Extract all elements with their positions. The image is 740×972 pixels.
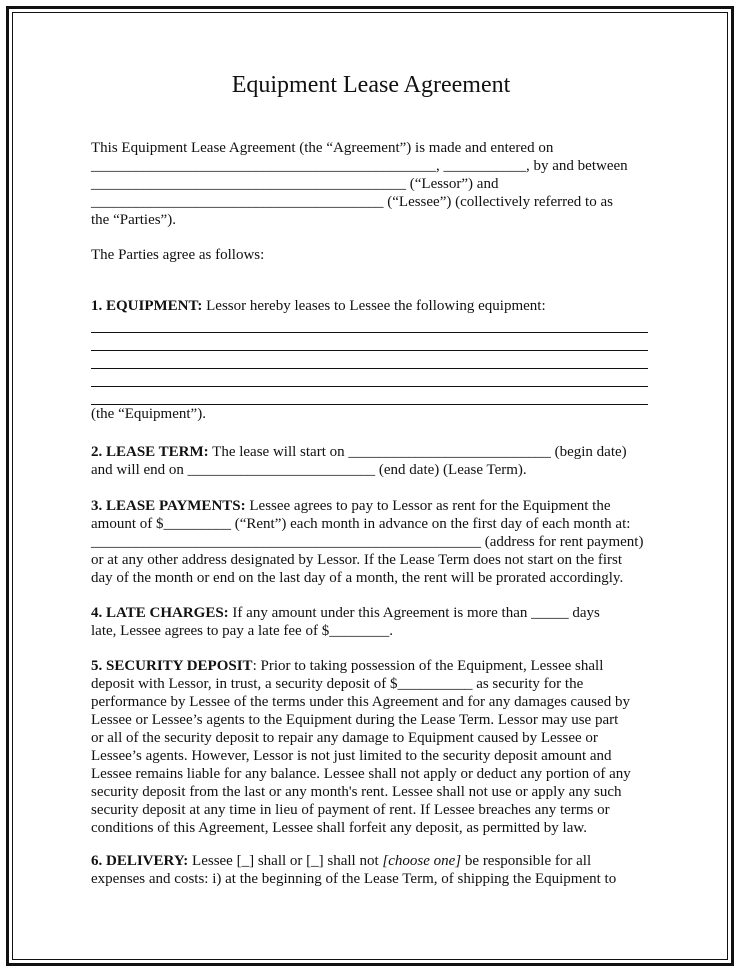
delivery-text: be responsible for all: [461, 853, 592, 869]
intro-line: ______________________________________________, ___________, by and between: [91, 158, 628, 174]
late-line: late, Lessee agrees to pay a late fee of $________.: [91, 623, 393, 639]
intro-line: the “Parties”).: [91, 212, 176, 228]
agree-line: The Parties agree as follows:: [91, 247, 265, 263]
deposit-line: [91, 657, 651, 675]
deposit-line: or all of the security deposit to repair any damage to Equipment caused by Lessee or: [91, 730, 598, 746]
late-line: [91, 604, 651, 622]
section-lease-payments: [91, 497, 651, 587]
lease-term-line: and will end on _________________________ (end date) (Lease Term).: [91, 462, 527, 478]
section-delivery: [91, 852, 651, 888]
equipment-line: [91, 297, 651, 315]
intro-line: This Equipment Lease Agreement (the “Agreement”) is made and entered on: [91, 140, 554, 156]
deposit-line: Lessee remains liable for any balance. Lessee shall not apply or deduct any portion of any: [91, 766, 631, 782]
lease-term-text: The lease will start on ___________________________ (begin date): [208, 444, 627, 460]
late-heading: 4. LATE CHARGES:: [91, 605, 229, 621]
agree-paragraph: [91, 246, 651, 264]
deposit-line: Lessee or Lessee’s agents to the Equipment during the Lease Term. Lessor may use part: [91, 712, 619, 728]
delivery-line: expenses and costs: i) at the beginning of the Lease Term, of shipping the Equipment to: [91, 871, 617, 887]
blank-line: [91, 333, 648, 351]
document-title: Equipment Lease Agreement: [231, 72, 511, 98]
section-lease-term: [91, 443, 651, 479]
blank-line: [91, 315, 648, 333]
delivery-text: Lessee [_] shall or [_] shall not: [188, 853, 383, 869]
payments-text: Lessee agrees to pay to Lessor as rent for the Equipment the: [245, 498, 611, 514]
deposit-line: security deposit from the last or any month's rent. Lessee shall not use or apply any such: [91, 784, 622, 800]
equipment-text: Lessor hereby leases to Lessee the following equipment:: [202, 298, 546, 314]
delivery-heading: 6. DELIVERY:: [91, 853, 189, 869]
delivery-line: [91, 852, 651, 870]
deposit-line: deposit with Lessor, in trust, a security deposit of $__________ as security for the: [91, 676, 584, 692]
section-security-deposit: [91, 657, 651, 837]
section-equipment: [91, 297, 651, 423]
delivery-choice: [choose one]: [382, 853, 462, 869]
late-text: If any amount under this Agreement is more than _____ days: [228, 605, 600, 621]
payments-line: [91, 497, 651, 515]
intro-paragraph: [91, 139, 651, 229]
equipment-heading: 1. EQUIPMENT:: [91, 298, 203, 314]
intro-line: _______________________________________ (“Lessee”) (collectively referred to as: [91, 194, 613, 210]
payments-line: day of the month or end on the last day of a month, the rent will be prorated accordingly.: [91, 570, 624, 586]
payments-heading: 3. LEASE PAYMENTS:: [91, 498, 246, 514]
deposit-text: : Prior to taking possession of the Equipment, Lessee shall: [252, 658, 604, 674]
deposit-line: security deposit at any time in lieu of payment of rent. If Lessee breaches any terms or: [91, 802, 610, 818]
deposit-line: Lessee’s agents. However, Lessor is not just limited to the security deposit amount and: [91, 748, 612, 764]
deposit-heading: 5. SECURITY DEPOSIT: [91, 658, 253, 674]
lease-term-heading: 2. LEASE TERM:: [91, 444, 209, 460]
deposit-line: conditions of this Agreement, Lessee shall forfeit any deposit, as permitted by law.: [91, 820, 587, 836]
blank-line: [91, 387, 648, 405]
payments-line: or at any other address designated by Lessor. If the Lease Term does not start on the first: [91, 552, 623, 568]
equipment-closing: (the “Equipment”).: [91, 406, 206, 422]
section-late-charges: [91, 604, 651, 640]
payments-line: amount of $_________ (“Rent”) each month in advance on the first day of each month at:: [91, 516, 631, 532]
deposit-line: performance by Lessee of the terms under this Agreement and for any damages caused by: [91, 694, 630, 710]
payments-line: ____________________________________________________ (address for rent payment): [91, 534, 644, 550]
blank-line: [91, 369, 648, 387]
lease-term-line: [91, 443, 651, 461]
intro-line: __________________________________________ (“Lessor”) and: [91, 176, 499, 192]
blank-line: [91, 351, 648, 369]
